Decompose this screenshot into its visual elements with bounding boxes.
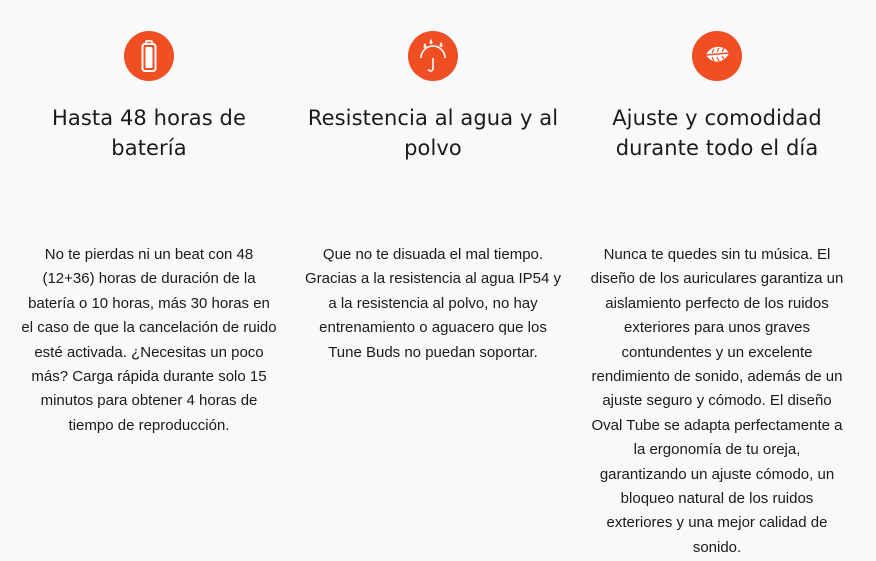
umbrella-rain-icon	[408, 31, 458, 81]
battery-icon	[124, 31, 174, 81]
feature-title: Resistencia al agua y al polvo	[307, 106, 559, 160]
feature-title: Hasta 48 horas de batería	[51, 106, 246, 160]
leaf-feather-icon	[692, 31, 742, 81]
feature-description: Nunca te quedes sin tu música. El diseño de los auriculares garantiza un aislamiento perfecto de los ruidos exteriores para unos graves contundentes y un excelente rendimiento de sonido, además de un ajuste seguro y cómodo. El diseño Oval Tube se adapta perfectamente a la ergonomía de tu oreja, garantizando un ajuste cómodo, un bloqueo natural de los ruidos exteriores y una mejor calidad de sonido.	[590, 246, 844, 556]
feature-title: Ajuste y comodidad durante todo el día	[612, 106, 822, 160]
feature-description: No te pierdas ni un beat con 48 (12+36) horas de duración de la batería o 10 horas, más 30 horas en el caso de que la cancelación de ruido esté activada. ¿Necesitas un poco más? Carga rápida durante solo 15 minutos para obtener 4 horas de tiempo de reproducción.	[21, 246, 277, 434]
feature-description: Que no te disuada el mal tiempo. Gracias a la resistencia al agua IP54 y a la resistencia al polvo, no hay entrenamiento o aguacero que los Tune Buds no puedan soportar.	[305, 246, 561, 361]
